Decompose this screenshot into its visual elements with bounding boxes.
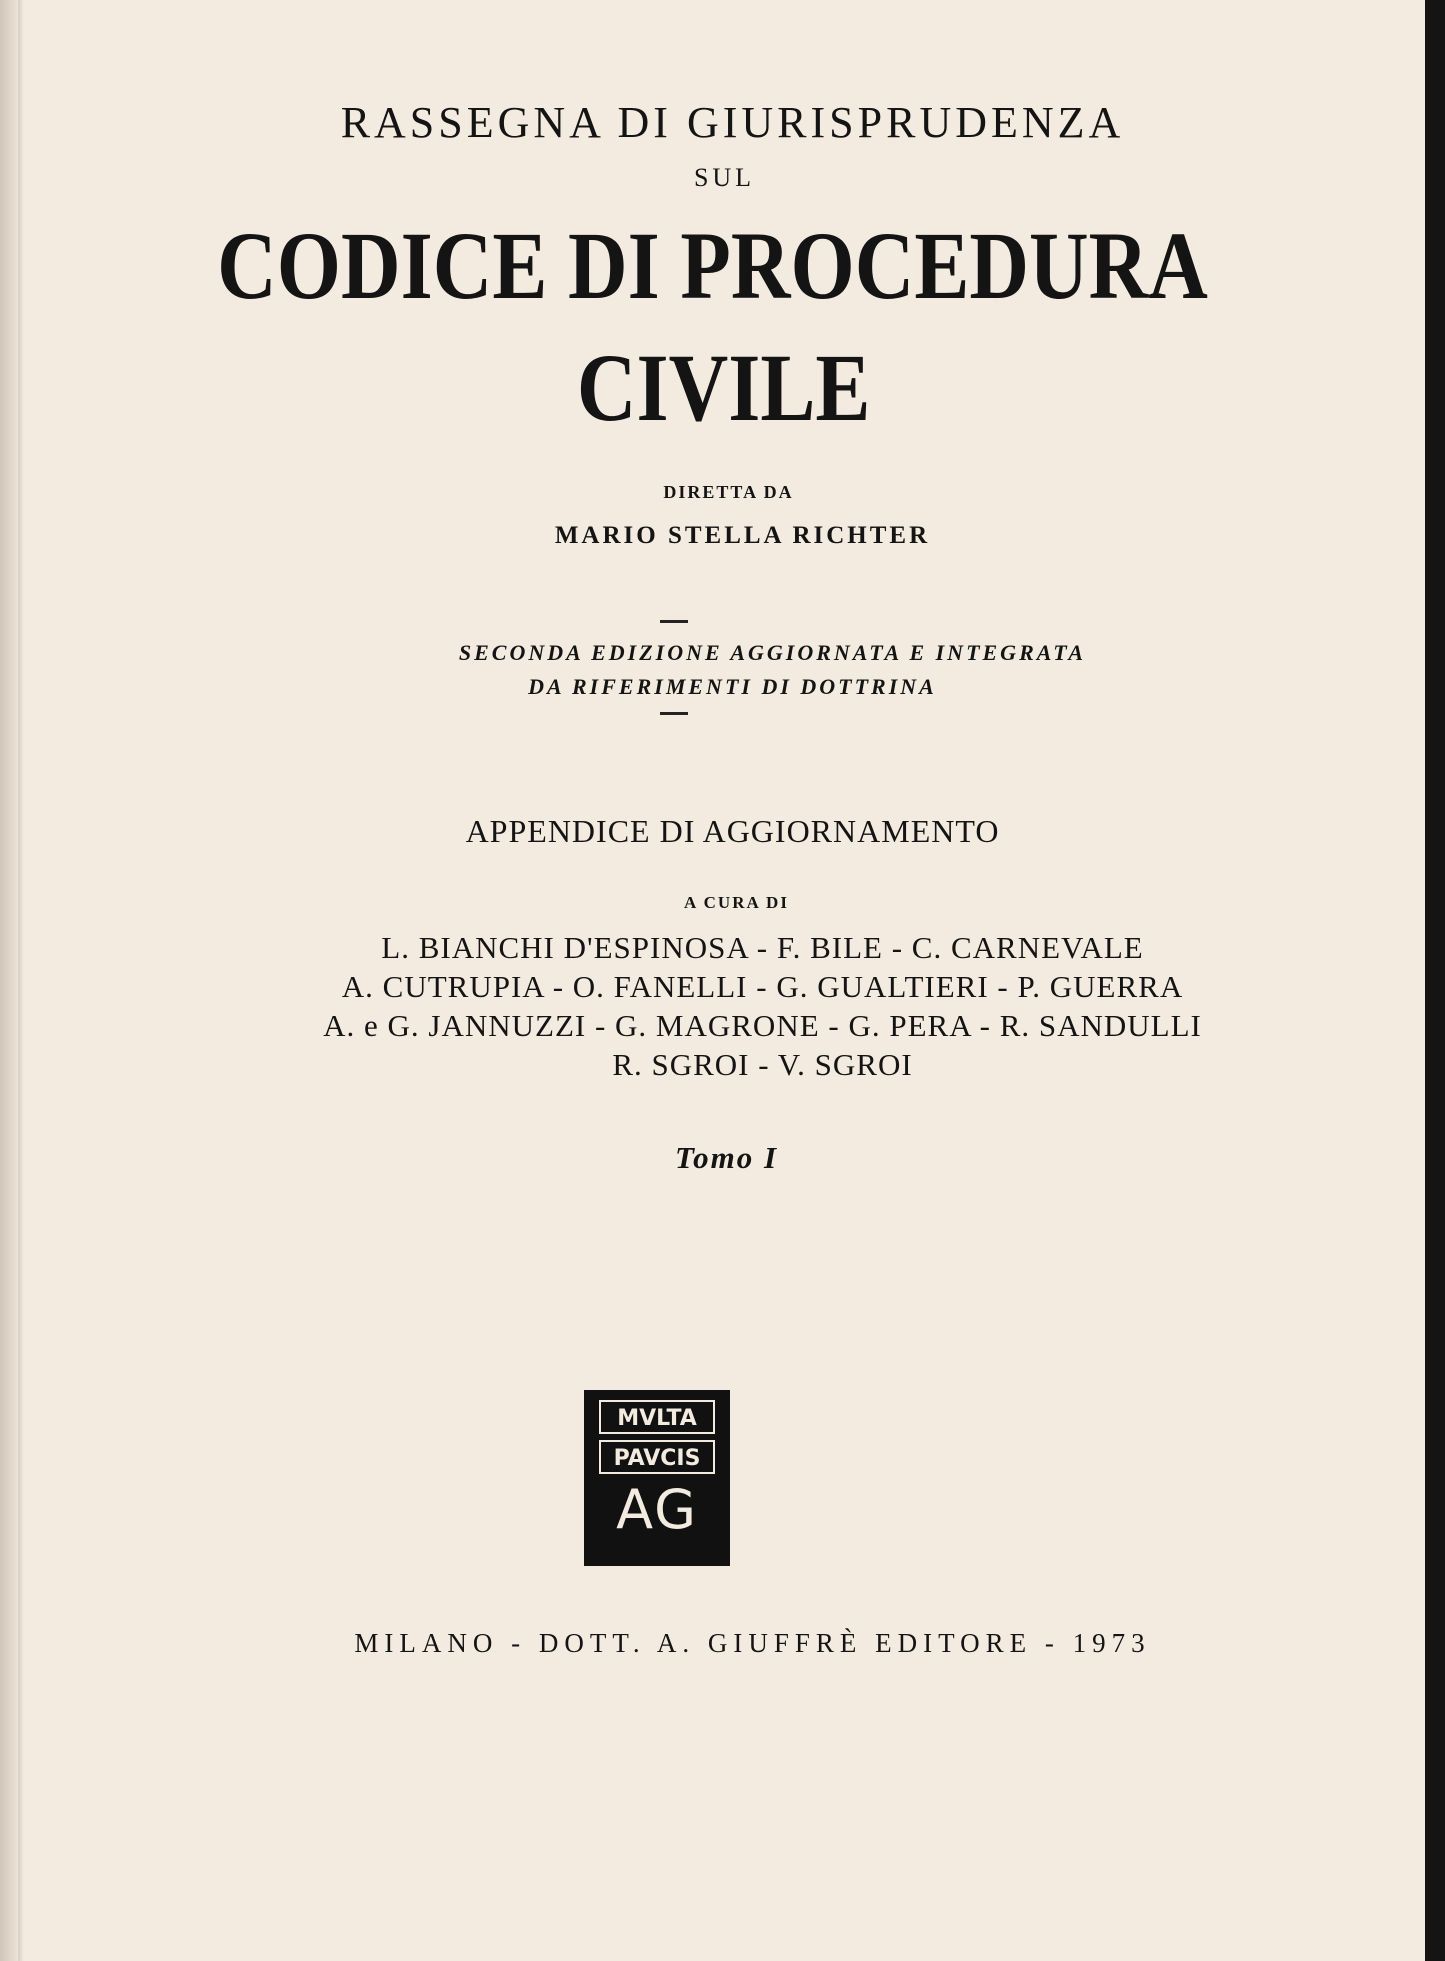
logo-motto-line-1: MVLTA xyxy=(599,1400,715,1434)
series-connector: SUL xyxy=(693,163,756,192)
logo-monogram: AG xyxy=(616,1478,698,1541)
edition-line-1: SECONDA EDIZIONE AGGIORNATA E INTEGRATA xyxy=(458,640,1087,665)
publisher-imprint: MILANO - DOTT. A. GIUFFRÈ EDITORE - 1973 xyxy=(354,1628,1151,1658)
main-title-line-2: CIVILE xyxy=(576,334,871,441)
scan-border xyxy=(1425,0,1445,1961)
curated-by-label: A CURA DI xyxy=(684,893,789,912)
directed-by-label: DIRETTA DA xyxy=(663,482,794,502)
logo-motto-line-2: PAVCIS xyxy=(599,1440,715,1474)
divider-dash-top xyxy=(660,620,688,623)
main-title-line-1: CODICE DI PROCEDURA xyxy=(217,212,1208,319)
authors-list xyxy=(0,928,1445,1084)
authors-line: A. CUTRUPIA - O. FANELLI - G. GUALTIERI - P. GUERRA xyxy=(341,969,1184,1004)
publisher-logo xyxy=(584,1390,730,1566)
edition-line-2: DA RIFERIMENTI DI DOTTRINA xyxy=(528,674,937,699)
divider-dash-bottom xyxy=(660,712,688,715)
authors-line: R. SGROI - V. SGROI xyxy=(612,1047,913,1082)
volume-label: Tomo I xyxy=(674,1140,779,1175)
authors-line: L. BIANCHI D'ESPINOSA - F. BILE - C. CARNEVALE xyxy=(381,930,1144,965)
series-title: RASSEGNA DI GIURISPRUDENZA xyxy=(340,98,1125,147)
appendix-heading: APPENDICE DI AGGIORNAMENTO xyxy=(465,813,1000,849)
authors-line: A. e G. JANNUZZI - G. MAGRONE - G. PERA - R. SANDULLI xyxy=(323,1008,1202,1043)
director-name: MARIO STELLA RICHTER xyxy=(554,522,931,549)
